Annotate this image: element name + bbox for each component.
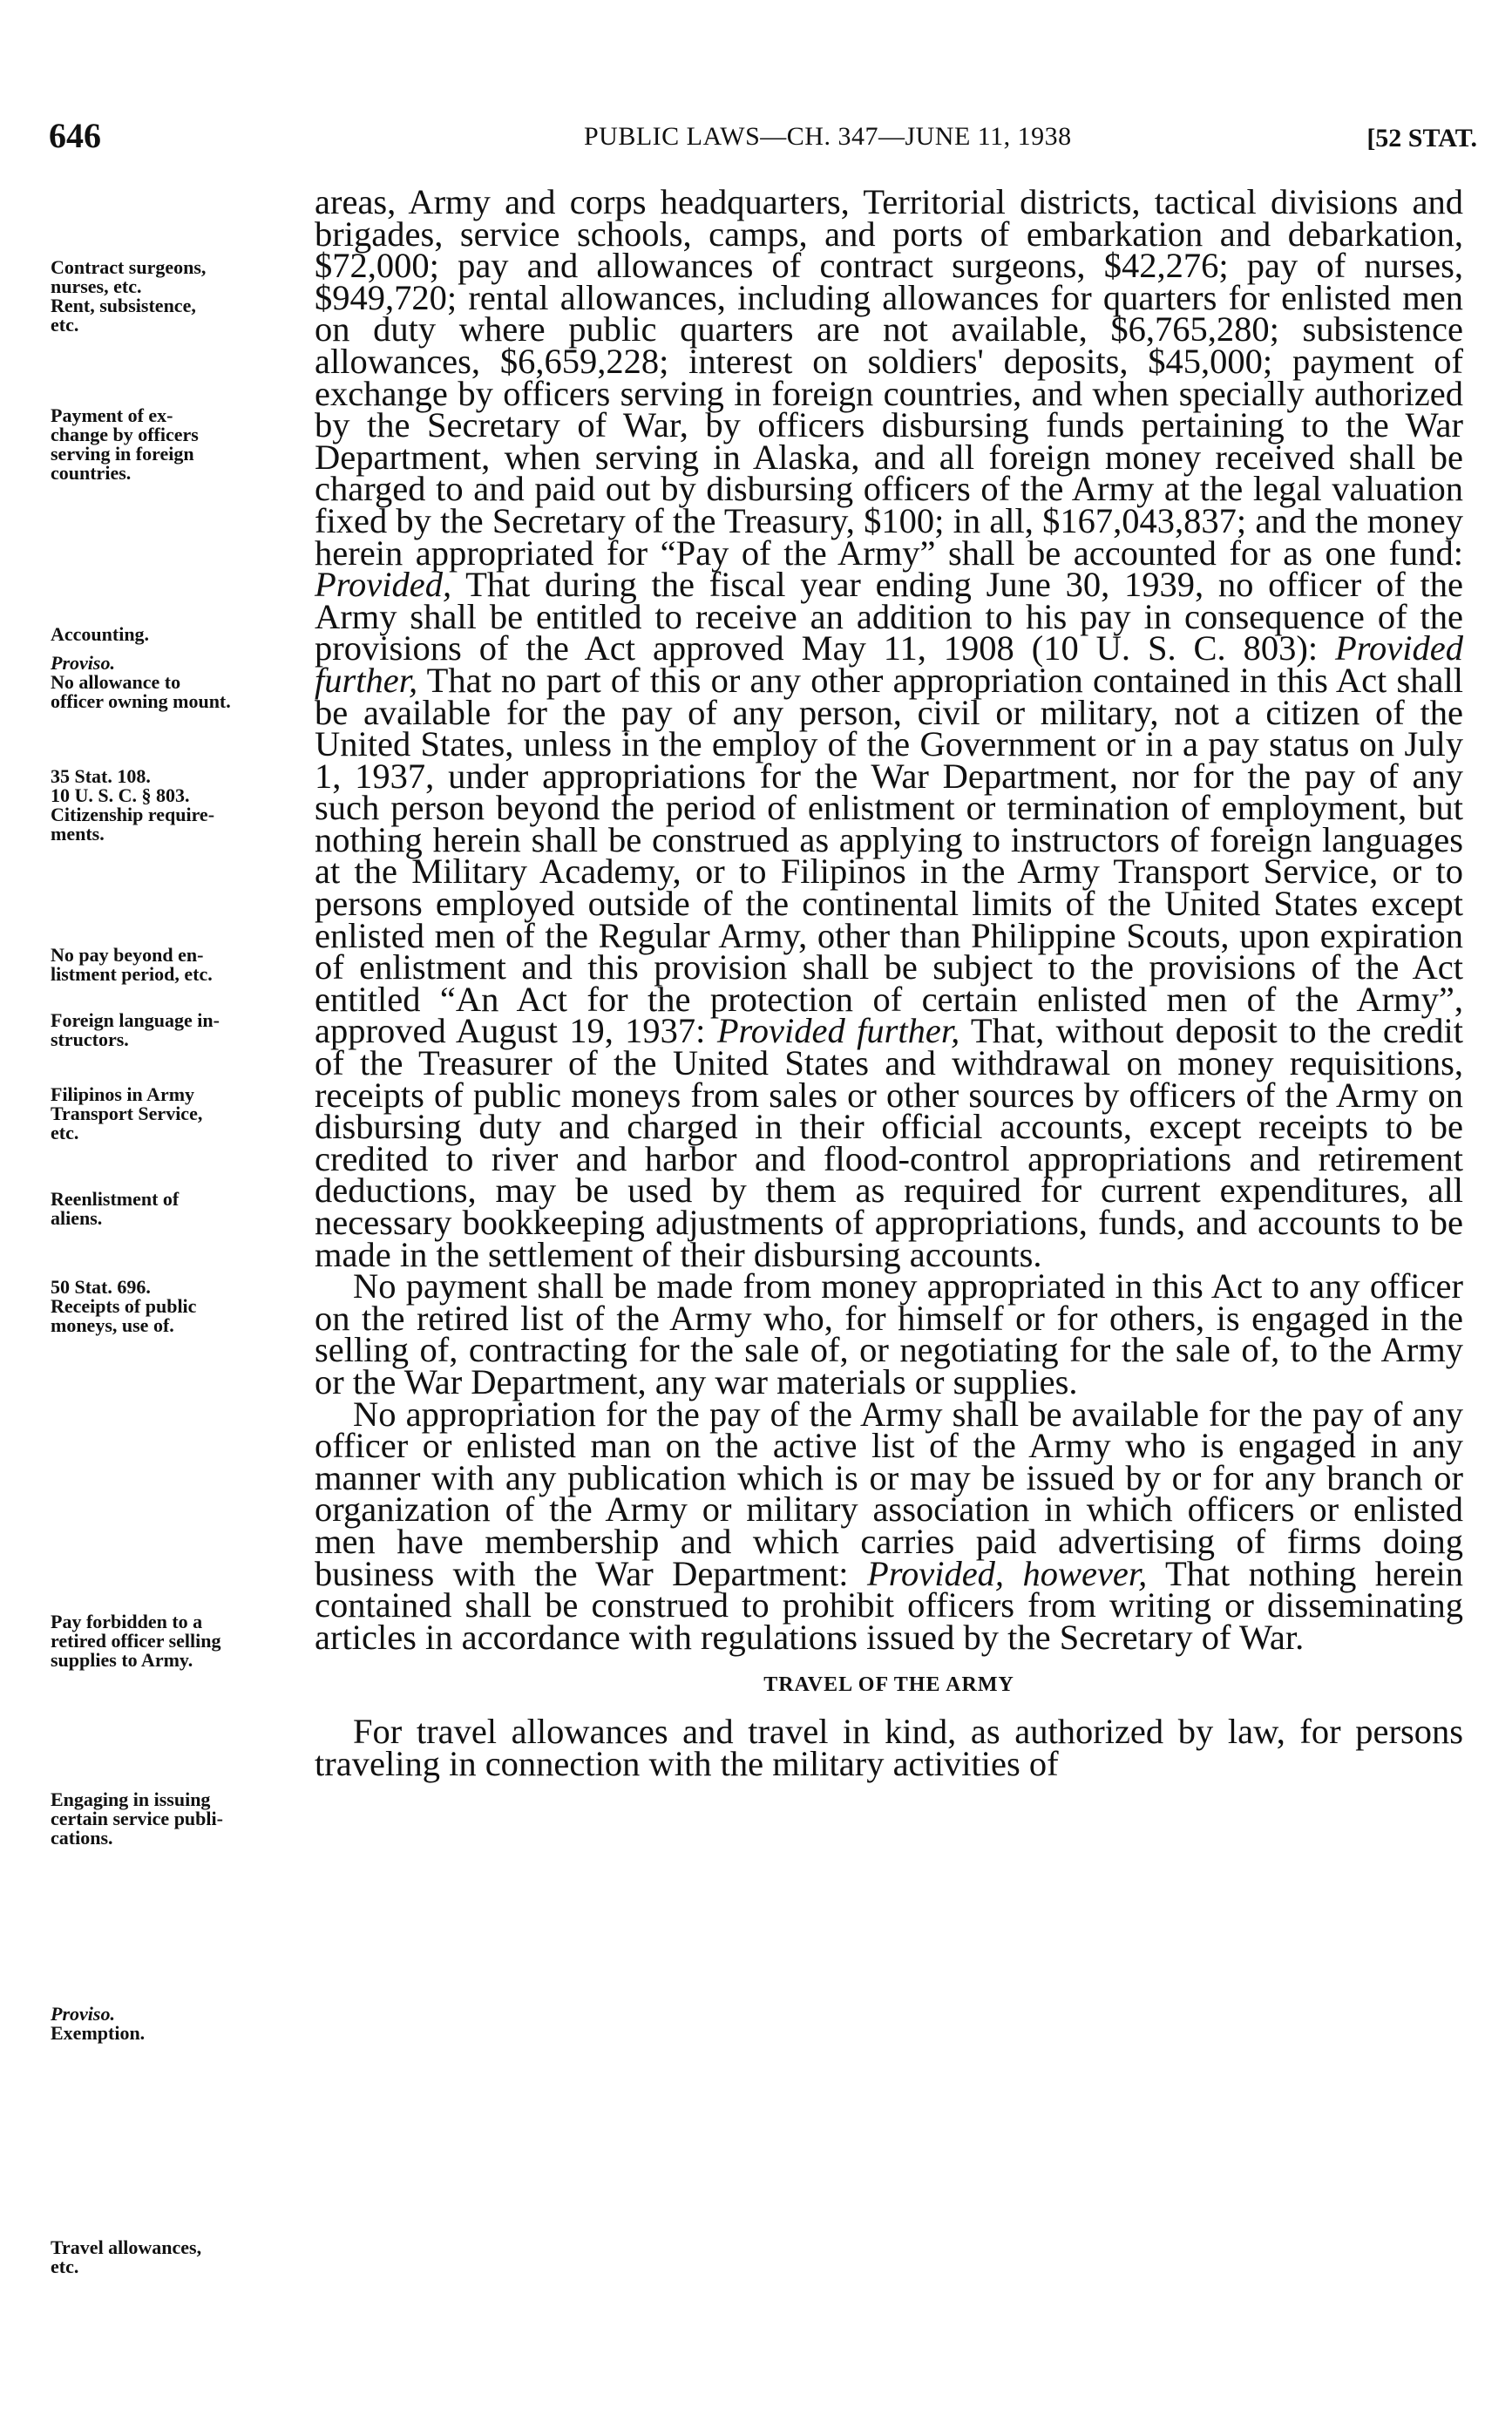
margin-note: Filipinos in Army Transport Service, etc.: [51, 1083, 203, 1143]
paragraph-service-publications: No appropriation for the pay of the Army shall be available for the pay of any officer or enlisted man on the active list of the Army who is engaged in any manner with any publication which is or may be issued by or for any branch or organization of the Army or military association in which officers or enlisted men have membership and which carries paid advertising of firms doing business with the War Department: Provided, however, That nothing herein contained shall be construed to prohibit officers from writing or disseminating articles in accordance with regulations issued by the Secretary of War.: [315, 1394, 1463, 1657]
section-heading: TRAVEL OF THE ARMY: [763, 1673, 1014, 1697]
page-header: [0, 115, 1512, 167]
margin-note: Proviso. No allowance to officer owning mount.: [51, 652, 231, 712]
margin-note: Accounting.: [51, 623, 150, 645]
margin-note: Rent, subsistence, etc.: [51, 295, 196, 336]
statute-reference: [52 STAT.: [1366, 124, 1477, 153]
margin-note: 50 Stat. 696. Receipts of public moneys, use of.: [51, 1276, 197, 1336]
margin-note: Reenlistment of aliens.: [51, 1188, 180, 1229]
margin-note: No pay beyond en- listment period, etc.: [51, 944, 213, 985]
paragraph-pay-of-army: areas, Army and corps headquarters, Territorial districts, tactical divisions and brigades, service schools, camps, and ports of embarkation and debarkation, $72,000; pay and allowances of contract surgeons, $42,276; pay of nurses, $949,720; rental allowances, including allowances for quarters for enlisted men on duty where public quarters are not available, $6,765,280; subsistence allowances, $6,659,228; interest on soldiers' deposits, $45,000; payment of exchange by officers serving in foreign countries, and when specially authorized by the Secretary of War, by officers disbursing funds pertaining to the War Department, when serving in Alaska, and all foreign money received shall be charged to and paid out by disbursing officers of the Army at the legal valuation fixed by the Secretary of the Treasury, $100; in all, $167,043,837; and the money herein appropriated for “Pay of the Army” shall be accounted for as one fund: Provided, That during the fiscal year ending June 30, 1939, no officer of the Army shall be entitled to receive an addition to his pay in consequence of the provisions of the Act approved May 11, 1908 (10 U. S. C. 803): Provided further, That no part of this or any other appropriation contained in this Act shall be available for the pay of any person, civil or military, not a citizen of the United States, unless in the employ of the Government or in a pay status on July 1, 1937, under appropriations for the War Department, nor for the pay of any such person beyond the period of enlistment or termination of employment, but nothing herein shall be construed as applying to instructors of foreign languages at the Military Academy, or to Filipinos in the Army Transport Service, or to persons employed outside of the continental limits of the United States except enlisted men of the Regular Army, other than Philippine Scouts, upon expiration of enlistment and this provision shall be subject to the provisions of the Act entitled “An Act for the protection of certain enlisted men of the Army”, approved August 19, 1937: Provided further, That, without deposit to the credit of the Treasurer of the United States and withdrawal on money requisitions, receipts of public moneys from sales or other sources by officers of the Army on disbursing duty and charged in their official accounts, except receipts to be credited to river and harbor and flood-control appropriations and retirement deductions, may be used by them as required for current expenditures, all necessary bookkeeping adjustments of appropriations, funds, and accounts to be made in the settlement of their disbursing accounts.: [315, 182, 1464, 1274]
margin-note: Payment of ex- change by officers serving in foreign countries.: [51, 404, 199, 484]
running-head: PUBLIC LAWS—CH. 347—JUNE 11, 1938: [584, 122, 1072, 151]
margin-note: Pay forbidden to a retired officer selling supplies to Army.: [51, 1611, 221, 1671]
page-number: 646: [49, 116, 101, 155]
paragraph-retired-officer: No payment shall be made from money appropriated in this Act to any officer on the retired list of the Army who, for himself or for others, is engaged in the selling of, contracting for the sale of, or negotiating for the sale of, to the Army or the War Department, any war materials or supplies.: [315, 1266, 1463, 1401]
margin-note: Travel allowances, etc.: [51, 2236, 202, 2277]
margin-note: 35 Stat. 108. 10 U. S. C. § 803. Citizenship require- ments.: [51, 765, 215, 845]
margin-note: Contract surgeons, nurses, etc.: [51, 256, 207, 297]
margin-note: Proviso. Exemption.: [51, 2003, 146, 2044]
margin-note: Foreign language in- structors.: [51, 1009, 220, 1050]
body-text: [315, 182, 1464, 1783]
paragraph-travel: For travel allowances and travel in kind, as authorized by law, for persons traveling in connection with the military activities of: [315, 1712, 1463, 1783]
margin-note: Engaging in issuing certain service publi- cations.: [51, 1788, 223, 1849]
